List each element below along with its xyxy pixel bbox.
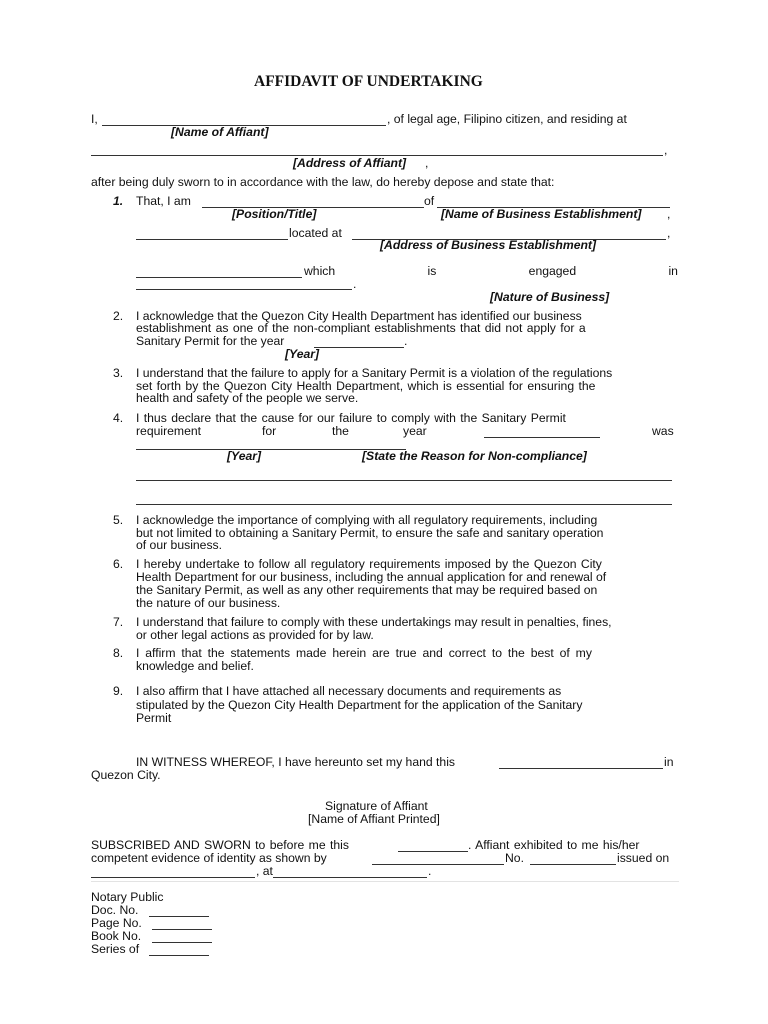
subscribed-line3b: . — [428, 864, 432, 878]
business-address-label: [Address of Business Establishment] — [380, 238, 597, 252]
issued-at-blank[interactable] — [273, 877, 427, 878]
signature-label: Signature of Affiant — [325, 799, 428, 813]
item6-line1: I hereby undertake to follow all regulatory requirements imposed by the Quezon City — [136, 557, 602, 571]
item4-word-requirement: requirement — [136, 424, 202, 438]
item4-word-for: for — [262, 424, 277, 438]
reason-line-2[interactable] — [136, 504, 672, 505]
item4-word-year: year — [403, 424, 427, 438]
item2-line3: Sanitary Permit for the year — [136, 334, 285, 348]
item7-line1: I understand that failure to comply with these undertakings may result in penalties, fines, — [136, 615, 612, 629]
item1-located-end: , — [667, 226, 671, 240]
subscribed-line1b: . Affiant exhibited to me his/her — [468, 838, 640, 852]
item4-reason-label: [State the Reason for Non-compliance] — [362, 449, 587, 463]
notary-doc-label: Doc. No. — [91, 903, 139, 917]
notary-page-label: Page No. — [91, 916, 142, 930]
item8-line2: knowledge and belief. — [136, 659, 254, 673]
subscribed-line3a: , at — [256, 864, 273, 878]
item1-word-in: in — [668, 264, 678, 278]
reason-line-1[interactable] — [136, 480, 672, 481]
item2-line1: I acknowledge that the Quezon City Health Department has identified our business — [136, 309, 582, 323]
subscribed-line2c: issued on — [617, 851, 670, 865]
document-title: AFFIDAVIT OF UNDERTAKING — [254, 73, 483, 90]
notary-series-label: Series of — [91, 942, 140, 956]
witness-line2: Quezon City. — [91, 768, 161, 782]
separator-line — [91, 881, 679, 882]
item1-located-at: located at — [289, 226, 342, 240]
address-label: [Address of Affiant] — [293, 156, 407, 170]
item4-word-the: the — [332, 424, 349, 438]
item9-line2: stipulated by the Quezon City Health Department for the application of the Sanitary — [136, 698, 583, 712]
item4-year-blank[interactable] — [484, 437, 600, 438]
series-blank[interactable] — [149, 955, 209, 956]
item6-line3: the Sanitary Permit, as well as any other requirements that may be required based on — [136, 583, 598, 597]
item4-number: 4. — [113, 411, 124, 425]
page-number-blank[interactable] — [152, 929, 212, 930]
witness-end: in — [664, 755, 674, 769]
item1-word-is: is — [427, 264, 437, 278]
position-label: [Position/Title] — [232, 207, 317, 221]
business-name-label-end: , — [667, 207, 671, 221]
item9-line3: Permit — [136, 711, 172, 725]
item2-line2: establishment as one of the non-compliant establishments that did not apply for a — [136, 321, 586, 335]
notary-title: Notary Public — [91, 890, 164, 904]
affiant-suffix: , of legal age, Filipino citizen, and residing at — [387, 112, 627, 126]
item6-line2: Health Department for our business, including the annual application for and renewal of — [136, 570, 607, 584]
doc-number-blank[interactable] — [149, 916, 209, 917]
item3-number: 3. — [113, 366, 124, 380]
business-name-label: [Name of Business Establishment] — [441, 207, 642, 221]
item6-line4: the nature of our business. — [136, 596, 281, 610]
year-blank[interactable] — [314, 347, 404, 348]
item6-number: 6. — [113, 557, 124, 571]
witness-date-blank[interactable] — [499, 768, 663, 769]
item4-word-was: was — [652, 424, 674, 438]
engaged-prefix-blank[interactable] — [136, 277, 302, 278]
item1-that: That, I am — [136, 194, 191, 208]
subscribed-line2b: No. — [505, 851, 524, 865]
item2-number: 2. — [113, 309, 124, 323]
item4-year-label: [Year] — [227, 449, 262, 463]
item7-line2: or other legal actions as provided for by law. — [136, 628, 374, 642]
intro-text: after being duly sworn to in accordance with the law, do hereby depose and state that: — [91, 175, 555, 189]
item8-line1: I affirm that the statements made herein are true and correct to the best of my — [136, 646, 592, 660]
subscribed-date-blank[interactable] — [398, 851, 468, 852]
item2-year-label: [Year] — [285, 347, 320, 361]
notary-book-label: Book No. — [91, 929, 142, 943]
item3-line1: I understand that the failure to apply for a Sanitary Permit is a violation of the regulations — [136, 366, 613, 380]
item4-line1: I thus declare that the cause for our failure to comply with the Sanitary Permit — [136, 411, 566, 425]
signature-name-label: [Name of Affiant Printed] — [308, 812, 440, 826]
item8-number: 8. — [113, 646, 124, 660]
id-number-blank[interactable] — [530, 864, 616, 865]
item2-line3-end: . — [404, 334, 408, 348]
address-label-end: , — [425, 156, 429, 170]
nature-blank[interactable] — [136, 289, 352, 290]
affiant-name-label: [Name of Affiant] — [171, 125, 269, 139]
address-end: , — [664, 143, 668, 157]
item7-number: 7. — [113, 615, 124, 629]
item9-number: 9. — [113, 684, 124, 698]
nature-end: . — [353, 277, 357, 291]
item1-number: 1. — [113, 194, 124, 208]
issued-on-blank[interactable] — [91, 877, 255, 878]
item5-number: 5. — [113, 513, 124, 527]
subscribed-line2a: competent evidence of identity as shown by — [91, 851, 327, 865]
item5-line3: of our business. — [136, 538, 223, 552]
item1-of: of — [424, 194, 435, 208]
id-type-blank[interactable] — [372, 864, 504, 865]
item1-word-which: which — [304, 264, 336, 278]
book-number-blank[interactable] — [152, 942, 212, 943]
witness-text: IN WITNESS WHEREOF, I have hereunto set my hand this — [136, 755, 456, 769]
item1-engaged-row — [304, 265, 678, 278]
item1-word-engaged: engaged — [528, 264, 577, 278]
subscribed-line1a: SUBSCRIBED AND SWORN to before me this — [91, 838, 349, 852]
item5-line1: I acknowledge the importance of complying with all regulatory requirements, including — [136, 513, 598, 527]
nature-label: [Nature of Business] — [490, 290, 610, 304]
item9-line1: I also affirm that I have attached all necessary documents and requirements as — [136, 684, 562, 698]
item3-line3: health and safety of the people we serve. — [136, 391, 359, 405]
affiant-prefix: I, — [91, 112, 98, 126]
item5-line2: but not limited to obtaining a Sanitary Permit, to ensure the safe and sanitary operation — [136, 526, 604, 540]
item3-line2: set forth by the Quezon City Health Department, which is essential for ensuring the — [136, 379, 596, 393]
business-prefix-blank[interactable] — [136, 239, 288, 240]
